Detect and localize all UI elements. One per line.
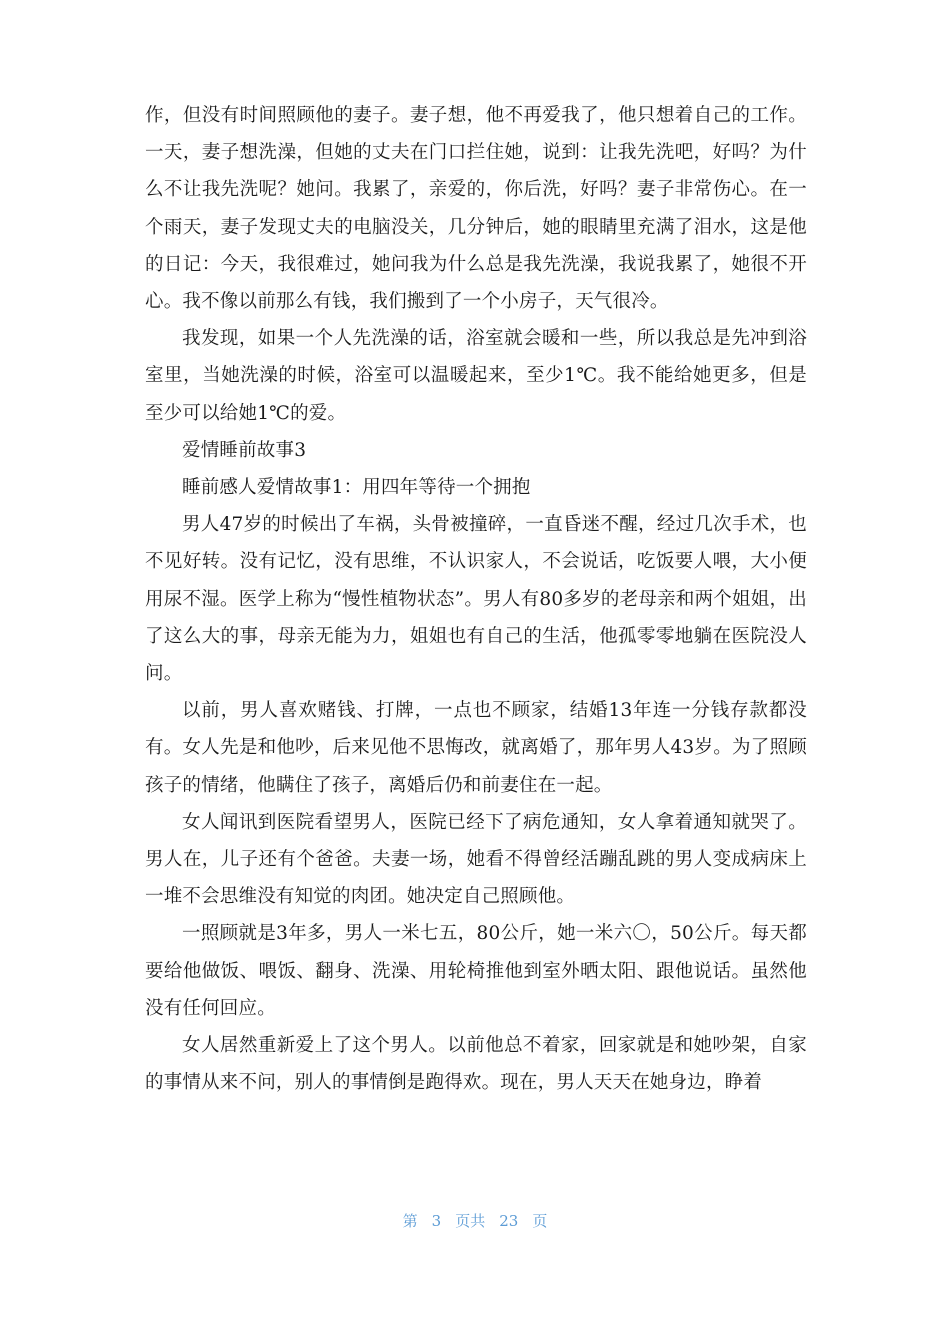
footer-middle: 页共 <box>455 1212 486 1230</box>
paragraph-1: 作，但没有时间照顾他的妻子。妻子想，他不再爱我了，他只想着自己的工作。一天，妻子想洗澡，但她的丈夫在门口拦住她，说到：让我先洗吧，好吗？为什么不让我先洗呢？她问。我累了，亲爱的，你后洗，好吗？妻子非常伤心。在一个雨天，妻子发现丈夫的电脑没关，几分钟后，她的眼睛里充满了泪水，这是他的日记：今天，我很难过，她问我为什么总是我先洗澡，我说我累了，她很不开心。我不像以前那么有钱，我们搬到了一个小房子，天气很冷。 <box>145 105 807 313</box>
footer-prefix: 第 <box>402 1212 418 1230</box>
paragraph-2: 我发现，如果一个人先洗澡的话，浴室就会暖和一些，所以我总是先冲到浴室里，当她洗澡的时候，浴室可以温暖起来，至少1℃。我不能给她更多，但是至少可以给她1℃的爱。 <box>145 328 807 424</box>
footer-suffix: 页 <box>532 1212 548 1230</box>
paragraph-8: 一照顾就是3年多，男人一米七五，80公斤，她一米六〇，50公斤。每天都要给他做饭、喂饭、翻身、洗澡、用轮椅推他到室外晒太阳、跟他说话。虽然他没有任何回应。 <box>145 923 807 1019</box>
section-heading: 爱情睡前故事3 <box>182 439 307 461</box>
paragraph-5: 男人47岁的时候出了车祸，头骨被撞碎，一直昏迷不醒，经过几次手术，也不见好转。没有记忆，没有思维，不认识家人，不会说话，吃饭要人喂，大小便用尿不湿。医学上称为“慢性植物状态”。男人有80多岁的老母亲和两个姐姐，出了这么大的事，母亲无能为力，姐姐也有自己的生活，他孤零零地躺在医院没人问。 <box>145 514 807 685</box>
paragraph-7: 女人闻讯到医院看望男人，医院已经下了病危通知，女人拿着通知就哭了。男人在，儿子还有个爸爸。夫妻一场，她看不得曾经活蹦乱跳的男人变成病床上一堆不会思维没有知觉的肉团。她决定自己照顾他。 <box>145 811 807 908</box>
page-footer <box>0 1210 950 1231</box>
document-body <box>145 97 807 1101</box>
paragraph-6: 以前，男人喜欢赌钱、打牌，一点也不顾家，结婚13年连一分钱存款都没有。女人先是和他吵，后来见他不思悔改，就离婚了，那年男人43岁。为了照顾孩子的情绪，他瞒住了孩子，离婚后仍和前妻住在一起。 <box>145 700 807 796</box>
total-pages-number: 23 <box>499 1212 519 1230</box>
paragraph-9: 女人居然重新爱上了这个男人。以前他总不着家，回家就是和她吵架，自家的事情从来不问，别人的事情倒是跑得欢。现在，男人天天在她身边，睁着 <box>145 1035 807 1094</box>
story-title: 睡前感人爱情故事1：用四年等待一个拥抱 <box>182 477 531 499</box>
current-page-number: 3 <box>431 1212 442 1230</box>
